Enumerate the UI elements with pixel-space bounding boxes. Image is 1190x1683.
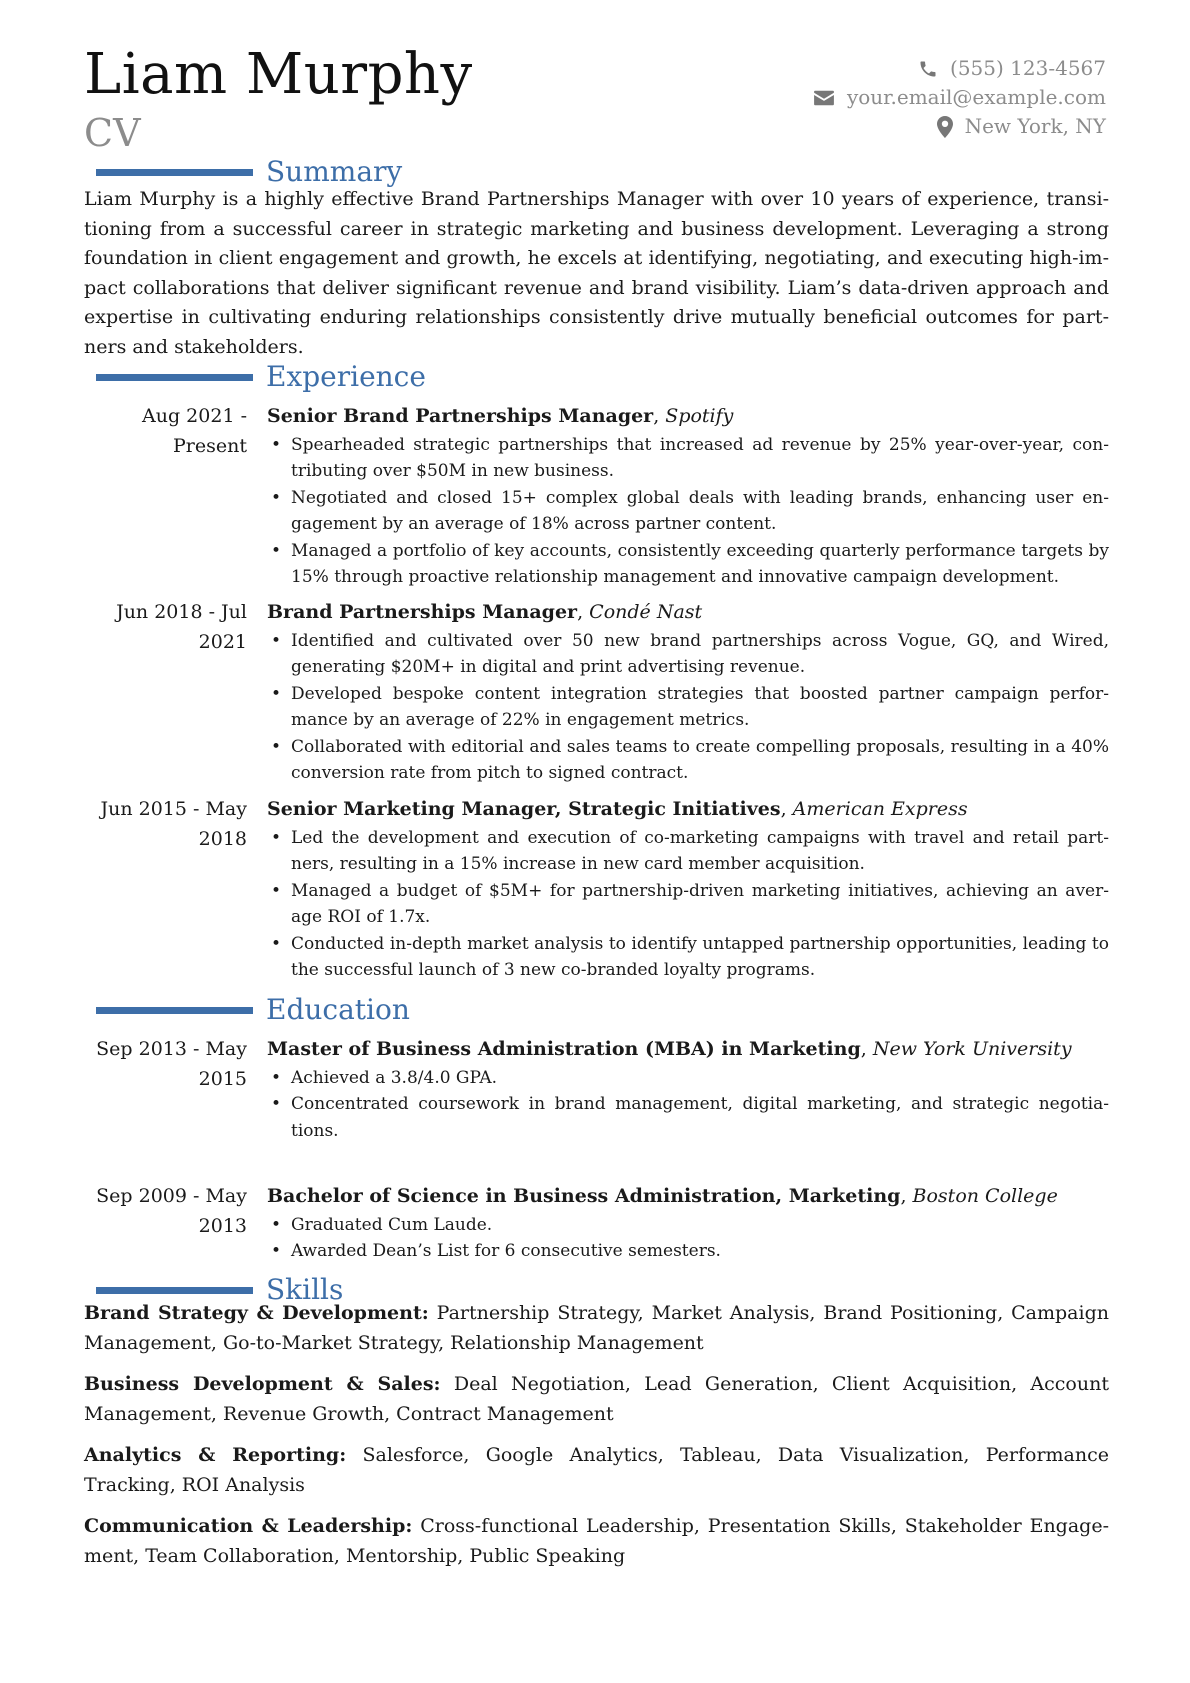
phone-number: (555) 123-4567 (950, 56, 1106, 80)
bullet-item: • Spearheaded strategic partnerships that increased ad revenue by 25% year-over-year, contributing over $50M in new business. (267, 432, 1109, 485)
skill-items: Cross-functional Leadership, Presentation Skills, Stakeholder Engagement, Team Collaboration, Mentorship, Public Speaking (84, 1515, 1109, 1567)
entry-date: Jun 2015 - May 2018 (100, 798, 247, 850)
section-title: Summary (266, 155, 403, 188)
bullet-item: • Conducted in-depth market analysis to identify untapped partnership opportunities, leading to the successful launch of 3 new co-branded loyalty programs. (267, 931, 1109, 984)
skill-group (84, 1370, 1109, 1429)
entry-title: Senior Marketing Manager, Strategic Initiatives, American Express (267, 798, 968, 820)
section-accent-bar (96, 1287, 253, 1294)
skill-items: Deal Negotiation, Lead Generation, Client Acquisition, Account Management, Revenue Growth, Contract Management (84, 1373, 1109, 1425)
bullet-item: • Concentrated coursework in brand management, digital marketing, and strategic negotiations. (267, 1091, 1109, 1144)
employer: Condé Nast (589, 601, 703, 623)
envelope-icon (813, 89, 835, 107)
skill-group (84, 1512, 1109, 1571)
degree-title: Bachelor of Science in Business Administration, Marketing (267, 1185, 901, 1207)
entry-body (267, 1035, 1109, 1144)
bullet-list (267, 825, 1109, 984)
skill-category: Brand Strategy & Development: (84, 1302, 429, 1324)
entry-body (267, 402, 1109, 591)
experience-heading (96, 357, 1106, 397)
skill-items: Salesforce, Google Analytics, Tableau, Data Visualization, Performance Tracking, ROI Analysis (84, 1444, 1109, 1496)
section-title: Skills (266, 1273, 344, 1306)
bullet-list (267, 1212, 1109, 1265)
education-heading (96, 990, 1106, 1030)
email-address[interactable]: your.email@example.com (846, 85, 1106, 109)
section-accent-bar (96, 374, 253, 381)
skills-list (84, 1299, 1109, 1583)
contact-location (813, 112, 1106, 141)
skill-group (84, 1441, 1109, 1500)
bullet-item: • Developed bespoke content integration strategies that boosted partner campaign performance by an average of 22% in engagement metrics. (267, 681, 1109, 734)
section-accent-bar (96, 1007, 253, 1014)
map-pin-icon (937, 116, 953, 138)
entry-date: Sep 2009 - May 2013 (96, 1185, 247, 1237)
job-title: Senior Brand Partnerships Manager (267, 405, 654, 427)
entry-date: Sep 2013 - May 2015 (96, 1038, 247, 1090)
contact-email[interactable] (813, 83, 1106, 112)
job-title: Brand Partnerships Manager (267, 601, 578, 623)
skill-group (84, 1299, 1109, 1358)
bullet-item: • Collaborated with editorial and sales teams to create compelling proposals, resulting in a 40% conversion rate from pitch to signed contract. (267, 734, 1109, 787)
entry-title: Senior Brand Partnerships Manager, Spotify (267, 405, 734, 427)
entry-body (267, 598, 1109, 787)
contact-phone (813, 54, 1106, 83)
entry-title: Master of Business Administration (MBA) in Marketing, New York University (267, 1038, 1072, 1060)
entry-date: Aug 2021 - Present (142, 405, 247, 457)
skill-category: Business Development & Sales: (84, 1373, 441, 1395)
bullet-item: • Managed a portfolio of key accounts, consistently exceeding quarterly performance targets by 15% through proactive relationship management and innovative campaign development. (267, 538, 1109, 591)
employer: Spotify (665, 405, 734, 427)
summary-text: Liam Murphy is a highly effective Brand Partnerships Manager with over 10 years of experience, transitioning from a successful career in strategic marketing and business development. Leveraging a strong foundation in client engagement and growth, he excels at identifying, negotiating, and executing high-impact collaborations that deliver significant revenue and brand visibility. Liam’s data-driven approach and expertise in cultivating enduring relationships consistently drive mutually beneficial outcomes for partners and stakeholders. (84, 188, 1109, 358)
skill-items: Partnership Strategy, Market Analysis, Brand Positioning, Campaign Management, Go-to-Market Strategy, Relationship Management (84, 1302, 1109, 1354)
bullet-item: • Graduated Cum Laude. (267, 1212, 1109, 1239)
institution: Boston College (912, 1185, 1058, 1207)
employer: American Express (792, 798, 968, 820)
bullet-list (267, 1065, 1109, 1145)
entry-title: Bachelor of Science in Business Administration, Marketing, Boston College (267, 1185, 1058, 1207)
skill-category: Communication & Leadership: (84, 1515, 413, 1537)
bullet-item: • Identified and cultivated over 50 new brand partnerships across Vogue, GQ, and Wired, generating $20M+ in digital and print advertising revenue. (267, 628, 1109, 681)
entry-title: Brand Partnerships Manager, Condé Nast (267, 601, 703, 623)
section-accent-bar (96, 169, 253, 176)
degree-title: Master of Business Administration (MBA) in Marketing (267, 1038, 861, 1060)
section-title: Education (266, 993, 410, 1026)
bullet-item: • Achieved a 3.8/4.0 GPA. (267, 1065, 1109, 1092)
bullet-item: • Managed a budget of $5M+ for partnership-driven marketing initiatives, achieving an average ROI of 1.7x. (267, 878, 1109, 931)
bullet-item: • Awarded Dean’s List for 6 consecutive semesters. (267, 1238, 1109, 1265)
skill-category: Analytics & Reporting: (84, 1444, 347, 1466)
bullet-list (267, 628, 1109, 787)
entry-body (267, 1182, 1109, 1265)
section-title: Experience (266, 360, 426, 393)
institution: New York University (872, 1038, 1072, 1060)
contact-block (813, 54, 1106, 141)
bullet-item: • Led the development and execution of co-marketing campaigns with travel and retail partners, resulting in a 15% increase in new card member acquisition. (267, 825, 1109, 878)
phone-icon (918, 59, 938, 79)
entry-date: Jun 2018 - Jul 2021 (116, 601, 247, 653)
candidate-name: Liam Murphy (84, 42, 473, 107)
job-title: Senior Marketing Manager, Strategic Initiatives (267, 798, 781, 820)
location-text: New York, NY (964, 114, 1106, 138)
bullet-item: • Negotiated and closed 15+ complex global deals with leading brands, enhancing user engagement by an average of 18% across partner content. (267, 485, 1109, 538)
entry-body (267, 795, 1109, 984)
bullet-list (267, 432, 1109, 591)
document-type: CV (84, 111, 141, 155)
